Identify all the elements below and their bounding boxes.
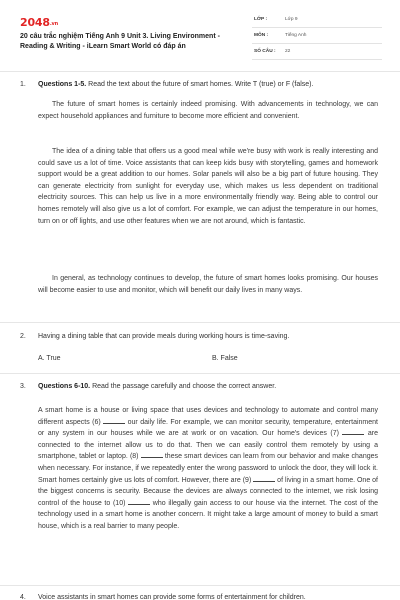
blank-7 <box>342 429 364 435</box>
blank-8 <box>141 452 163 458</box>
question-divider <box>0 373 400 374</box>
document-meta <box>252 12 382 60</box>
instruction-text: Read the passage carefully and choose the correct answer. <box>90 383 277 390</box>
meta-key: MÔN : <box>254 33 269 38</box>
passage-text: are connected to the internet allow us to do that. Then we can easily control them remotely by using a smartphone, tablet or laptop. (8) <box>38 430 379 461</box>
blank-6 <box>103 418 125 424</box>
document-header <box>0 0 400 66</box>
meta-row-count <box>252 44 382 60</box>
question-text: Voice assistants in smart homes can provide some forms of entertainment for children. <box>38 594 306 600</box>
question-instruction <box>38 81 378 88</box>
question-number: 3. <box>20 383 26 390</box>
question-range: Questions 1-5. <box>38 81 87 88</box>
meta-key: SỐ CÂU : <box>254 49 276 54</box>
meta-value: 22 <box>285 49 291 54</box>
cloze-passage <box>38 405 378 533</box>
option-b[interactable]: B. False <box>212 355 238 362</box>
passage-text: who illegally gain access to our house via the internet. The cost of the technology used in a smart home is another concern. It might take a large amount of money to build a smart house, which is a real barrier to many people. <box>38 499 378 530</box>
passage-text: our daily life. For example, we can monitor security, temperature, entertainment or any system in our houses while we are at work or on vacation. Our home's devices (7) <box>38 418 378 438</box>
blank-9 <box>253 476 275 482</box>
reading-paragraph: The future of smart homes is certainly indeed promising. With advancements in technology, we can expect household appliances and furniture to become more efficient and convenient. <box>38 101 378 120</box>
question-number: 2. <box>20 333 26 340</box>
question-divider <box>0 322 400 323</box>
header-divider <box>0 71 400 72</box>
document-title: 20 câu trắc nghiệm Tiếng Anh 9 Unit 3. Living Environment - Reading & Writing - iLearn Smart World có đáp án <box>20 33 220 50</box>
meta-key: LỚP : <box>254 17 268 22</box>
passage-text: these smart devices can learn from our behavior and make changes when necessary. For instance, if we repeatedly enter the wrong password to unlock the door, they will lock it. Smart homes certainly give us lots of comfort. However, there are (9) <box>38 453 378 484</box>
question-range: Questions 6-10. <box>38 383 91 390</box>
instruction-text: Read the text about the future of smart homes. Write T (true) or F (false). <box>86 81 314 88</box>
site-logo[interactable] <box>20 16 58 29</box>
logo-suffix: .vn <box>49 21 58 27</box>
question-number: 1. <box>20 81 26 88</box>
question-divider <box>0 585 400 586</box>
passage-text: of living in a smart home. One of the biggest concerns is security. Because the devices are always connected to the internet, we risk losing control of the house to (10) <box>38 476 379 507</box>
meta-row-class <box>252 12 382 28</box>
passage-text: A smart home is a house or living space that uses devices and technology to automate and control many different aspects (6) <box>38 407 378 426</box>
option-a[interactable]: A. True <box>38 355 61 362</box>
question-instruction <box>38 383 378 390</box>
meta-value: Tiếng Anh <box>285 33 307 38</box>
reading-paragraph: In general, as technology continues to develop, the future of smart homes looks promising. Our houses will become easier to use and monitor, which will benefit our daily lives in many ways. <box>38 275 378 294</box>
meta-row-subject <box>252 28 382 44</box>
meta-value: Lớp 9 <box>285 17 298 22</box>
reading-paragraph: The idea of a dining table that offers us a good meal while we're busy with work is really interesting and could save us a lot of time. Voice assistants that can keep kids busy with storytelling, games and homework support would be a great addition to our homes. Solar panels will also be a big part of future housing. They can generate electricity from sunlight for everyday use, which makes us less dependent on traditional electricity sources. This can help us live in a more environmentally friendly way. Being able to control our homes remotely will also give us a lot of comfort. For example, we can adjust the temperature in our homes, turn on or off lights, and use other features when we are not around, which is fantastic. <box>38 148 378 225</box>
question-text: Having a dining table that can provide meals during working hours is time-saving. <box>38 333 290 340</box>
logo-text: 2048 <box>20 16 50 29</box>
question-number: 4. <box>20 594 26 600</box>
blank-10 <box>128 499 150 505</box>
